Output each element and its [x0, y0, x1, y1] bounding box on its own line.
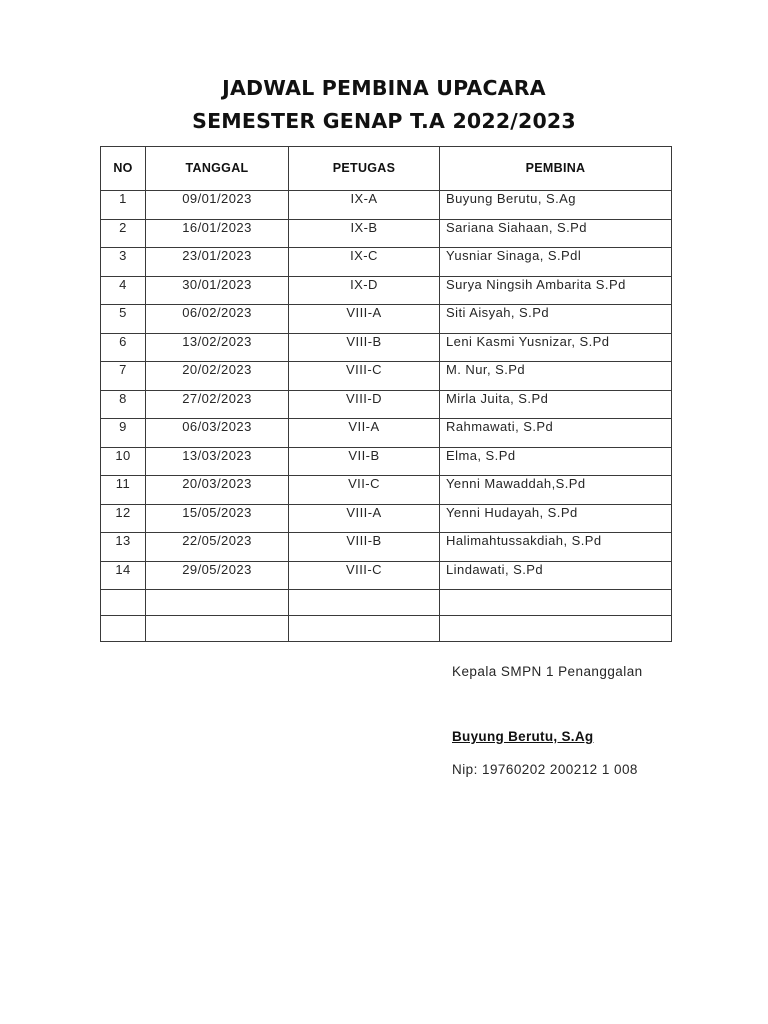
cell-petugas: IX-B: [289, 219, 440, 248]
cell-pembina: Elma, S.Pd: [440, 447, 672, 476]
header-row: [101, 147, 672, 191]
cell-petugas: VIII-D: [289, 390, 440, 419]
header-no: NO: [101, 147, 146, 191]
cell-tanggal: 06/02/2023: [146, 305, 289, 334]
cell-pembina: Siti Aisyah, S.Pd: [440, 305, 672, 334]
cell-tanggal: 15/05/2023: [146, 504, 289, 533]
cell-pembina: Surya Ningsih Ambarita S.Pd: [440, 276, 672, 305]
cell-petugas: VIII-A: [289, 305, 440, 334]
empty-row: [101, 616, 672, 642]
schedule-table-body: [101, 191, 672, 642]
cell-pembina: Sariana Siahaan, S.Pd: [440, 219, 672, 248]
cell-no: 13: [101, 533, 146, 562]
table-row: [101, 248, 672, 277]
header-tanggal: TANGGAL: [146, 147, 289, 191]
table-row: [101, 419, 672, 448]
cell-petugas: VIII-B: [289, 333, 440, 362]
cell-pembina: M. Nur, S.Pd: [440, 362, 672, 391]
empty-cell: [101, 616, 146, 642]
empty-cell: [289, 616, 440, 642]
table-row: [101, 362, 672, 391]
empty-cell: [289, 590, 440, 616]
cell-no: 1: [101, 191, 146, 220]
cell-pembina: Leni Kasmi Yusnizar, S.Pd: [440, 333, 672, 362]
table-row: [101, 390, 672, 419]
cell-petugas: VIII-C: [289, 362, 440, 391]
cell-no: 12: [101, 504, 146, 533]
cell-petugas: IX-A: [289, 191, 440, 220]
cell-pembina: Lindawati, S.Pd: [440, 561, 672, 590]
cell-no: 4: [101, 276, 146, 305]
empty-cell: [146, 590, 289, 616]
cell-tanggal: 29/05/2023: [146, 561, 289, 590]
cell-tanggal: 20/02/2023: [146, 362, 289, 391]
cell-no: 7: [101, 362, 146, 391]
table-row: [101, 533, 672, 562]
cell-no: 8: [101, 390, 146, 419]
empty-row: [101, 590, 672, 616]
cell-petugas: VII-A: [289, 419, 440, 448]
schedule-table: [100, 146, 672, 642]
cell-petugas: VIII-A: [289, 504, 440, 533]
cell-tanggal: 09/01/2023: [146, 191, 289, 220]
table-row: [101, 276, 672, 305]
cell-no: 14: [101, 561, 146, 590]
table-row: [101, 305, 672, 334]
empty-cell: [146, 616, 289, 642]
table-row: [101, 447, 672, 476]
cell-petugas: VII-C: [289, 476, 440, 505]
cell-no: 11: [101, 476, 146, 505]
cell-pembina: Yusniar Sinaga, S.Pdl: [440, 248, 672, 277]
cell-tanggal: 20/03/2023: [146, 476, 289, 505]
cell-petugas: VIII-C: [289, 561, 440, 590]
cell-no: 3: [101, 248, 146, 277]
empty-cell: [440, 616, 672, 642]
cell-tanggal: 13/03/2023: [146, 447, 289, 476]
cell-tanggal: 16/01/2023: [146, 219, 289, 248]
cell-petugas: IX-C: [289, 248, 440, 277]
signatory-nip: Nip: 19760202 200212 1 008: [452, 762, 638, 777]
empty-cell: [101, 590, 146, 616]
signatory-name: Buyung Berutu, S.Ag: [452, 729, 594, 744]
cell-tanggal: 30/01/2023: [146, 276, 289, 305]
table-row: [101, 476, 672, 505]
cell-pembina: Yenni Hudayah, S.Pd: [440, 504, 672, 533]
cell-no: 2: [101, 219, 146, 248]
schedule-table-header: [101, 147, 672, 191]
header-pembina: PEMBINA: [440, 147, 672, 191]
cell-no: 10: [101, 447, 146, 476]
cell-tanggal: 13/02/2023: [146, 333, 289, 362]
cell-petugas: IX-D: [289, 276, 440, 305]
cell-petugas: VII-B: [289, 447, 440, 476]
document-title: JADWAL PEMBINA UPACARA: [222, 76, 546, 100]
signatory-position: Kepala SMPN 1 Penanggalan: [452, 664, 643, 679]
cell-no: 9: [101, 419, 146, 448]
empty-cell: [440, 590, 672, 616]
cell-tanggal: 22/05/2023: [146, 533, 289, 562]
document-subtitle: SEMESTER GENAP T.A 2022/2023: [192, 109, 576, 133]
cell-no: 6: [101, 333, 146, 362]
cell-tanggal: 23/01/2023: [146, 248, 289, 277]
header-petugas: PETUGAS: [289, 147, 440, 191]
table-row: [101, 561, 672, 590]
table-row: [101, 191, 672, 220]
cell-pembina: Buyung Berutu, S.Ag: [440, 191, 672, 220]
cell-pembina: Rahmawati, S.Pd: [440, 419, 672, 448]
table-row: [101, 333, 672, 362]
cell-pembina: Mirla Juita, S.Pd: [440, 390, 672, 419]
table-row: [101, 219, 672, 248]
cell-tanggal: 06/03/2023: [146, 419, 289, 448]
cell-no: 5: [101, 305, 146, 334]
table-row: [101, 504, 672, 533]
cell-tanggal: 27/02/2023: [146, 390, 289, 419]
cell-pembina: Yenni Mawaddah,S.Pd: [440, 476, 672, 505]
cell-pembina: Halimahtussakdiah, S.Pd: [440, 533, 672, 562]
cell-petugas: VIII-B: [289, 533, 440, 562]
